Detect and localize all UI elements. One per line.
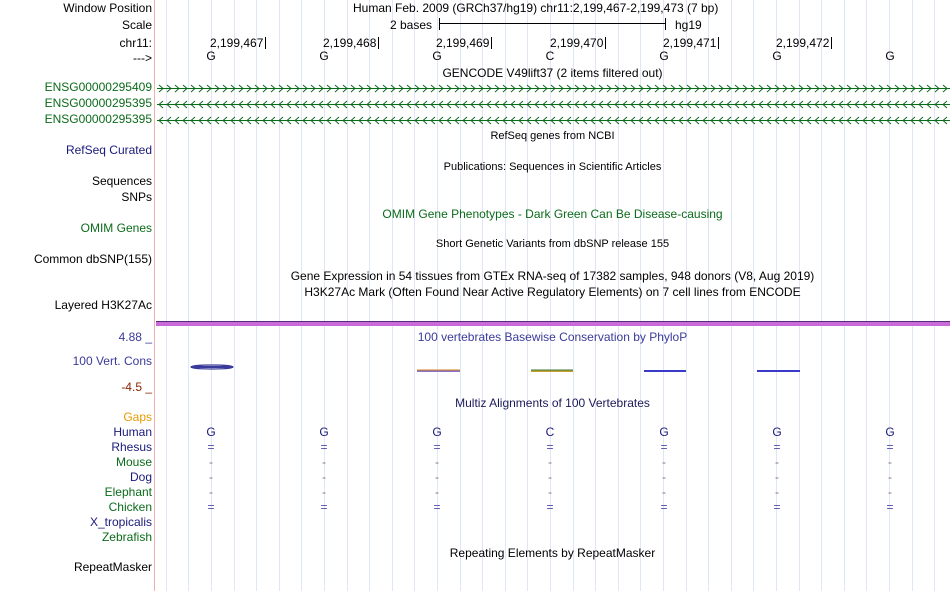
alignment-base: = bbox=[320, 440, 328, 454]
species-label[interactable]: Elephant bbox=[104, 485, 152, 499]
species-label[interactable]: Chicken bbox=[108, 500, 152, 514]
gencode-track-title[interactable]: GENCODE V49lift37 (2 items filtered out) bbox=[442, 66, 663, 80]
alignment-base: G bbox=[772, 425, 782, 439]
ruler-tick-mark bbox=[605, 37, 606, 49]
alignment-base: - bbox=[662, 470, 666, 484]
alignment-base: = bbox=[886, 500, 894, 514]
refseq-track-title[interactable]: RefSeq genes from NCBI bbox=[490, 130, 615, 142]
alignment-base: = bbox=[207, 440, 215, 454]
gencode-transcript-reverse[interactable] bbox=[157, 116, 950, 125]
dbsnp-track-title[interactable]: Short Genetic Variants from dbSNP release 155 bbox=[435, 238, 670, 250]
h3k27ac-label[interactable]: Layered H3K27Ac bbox=[54, 298, 152, 312]
scale-bar bbox=[439, 23, 665, 24]
omim-label[interactable]: OMIM Genes bbox=[80, 221, 152, 235]
alignment-base: = bbox=[660, 440, 668, 454]
cons-track-label[interactable]: 100 Vert. Cons bbox=[72, 354, 152, 368]
base-letter: G bbox=[659, 49, 669, 63]
phylop-signal-graph[interactable] bbox=[155, 355, 950, 385]
alignment-base: - bbox=[209, 485, 213, 499]
alignment-base: = bbox=[886, 440, 894, 454]
alignment-base: - bbox=[548, 485, 552, 499]
gaps-label[interactable]: Gaps bbox=[123, 410, 152, 424]
ruler-tick-label: 2,199,472 bbox=[776, 36, 830, 50]
chrom-label[interactable]: chr11: bbox=[119, 36, 152, 50]
scale-label[interactable]: Scale bbox=[121, 18, 152, 32]
base-letter: G bbox=[432, 49, 442, 63]
ruler-tick-mark bbox=[491, 37, 492, 49]
species-label[interactable]: Rhesus bbox=[111, 440, 152, 454]
alignment-base: G bbox=[432, 425, 442, 439]
refseq-label[interactable]: RefSeq Curated bbox=[65, 143, 152, 157]
alignment-base: = bbox=[773, 500, 781, 514]
alignment-base: - bbox=[209, 470, 213, 484]
base-letter: G bbox=[772, 49, 782, 63]
multiz-track-title[interactable]: Multiz Alignments of 100 Vertebrates bbox=[455, 396, 650, 410]
transcript-forward-arrows bbox=[157, 84, 950, 93]
species-label[interactable]: X_tropicalis bbox=[89, 515, 152, 529]
sequences-label[interactable]: Sequences bbox=[91, 174, 152, 188]
alignment-base: G bbox=[206, 425, 216, 439]
omim-track-title[interactable]: OMIM Gene Phenotypes - Dark Green Can Be Disease-causing bbox=[382, 207, 723, 221]
cons-min-label: -4.5 _ bbox=[121, 380, 152, 394]
transcript-reverse-arrows bbox=[157, 116, 950, 125]
gtex-track-title[interactable]: Gene Expression in 54 tissues from GTEx RNA-seq of 17382 samples, 948 donors (V8, Aug 2019) bbox=[290, 269, 815, 283]
alignment-base: - bbox=[888, 485, 892, 499]
ruler-tick bbox=[210, 36, 266, 50]
gencode-transcript-reverse[interactable] bbox=[157, 100, 950, 109]
ruler-tick-mark bbox=[378, 37, 379, 49]
alignment-base: - bbox=[322, 470, 326, 484]
alignment-base: = bbox=[320, 500, 328, 514]
alignment-base: - bbox=[548, 470, 552, 484]
strand-label[interactable]: ---> bbox=[133, 51, 152, 65]
scale-text: 2 bases bbox=[390, 18, 433, 32]
ruler-tick-label: 2,199,469 bbox=[436, 36, 490, 50]
gencode-transcript-forward[interactable] bbox=[157, 84, 950, 93]
gencode-item-label[interactable]: ENSG00000295395 bbox=[44, 96, 152, 110]
window-position-text: Human Feb. 2009 (GRCh37/hg19) chr11:2,199,467-2,199,473 (7 bp) bbox=[353, 1, 719, 15]
alignment-base: = bbox=[207, 500, 215, 514]
alignment-base: = bbox=[773, 440, 781, 454]
h3k27ac-track-title[interactable]: H3K27Ac Mark (Often Found Near Active Regulatory Elements) on 7 cell lines from ENCODE bbox=[304, 285, 801, 299]
scale-bar-start bbox=[439, 18, 440, 30]
ruler-tick-label: 2,199,470 bbox=[550, 36, 604, 50]
alignment-base: G bbox=[659, 425, 669, 439]
alignment-base: - bbox=[435, 470, 439, 484]
alignment-base: = bbox=[546, 440, 554, 454]
alignment-base: G bbox=[885, 425, 895, 439]
ruler-tick-label: 2,199,471 bbox=[663, 36, 717, 50]
alignment-base: - bbox=[775, 455, 779, 469]
species-label[interactable]: Dog bbox=[129, 470, 152, 484]
ruler-tick bbox=[436, 36, 492, 50]
ruler-tick bbox=[323, 36, 379, 50]
ruler-tick-mark bbox=[831, 37, 832, 49]
alignment-base: - bbox=[888, 470, 892, 484]
alignment-base: - bbox=[548, 455, 552, 469]
scale-bar-end bbox=[665, 18, 666, 30]
alignment-base: - bbox=[435, 455, 439, 469]
base-letter: G bbox=[885, 49, 895, 63]
ruler-tick-label: 2,199,468 bbox=[323, 36, 377, 50]
scale-assembly: hg19 bbox=[675, 18, 702, 32]
alignment-base: - bbox=[775, 470, 779, 484]
alignment-base: - bbox=[662, 455, 666, 469]
alignment-base: - bbox=[662, 485, 666, 499]
repeatmasker-label[interactable]: RepeatMasker bbox=[73, 560, 152, 574]
track-label-sidebar bbox=[0, 0, 154, 591]
base-letter: G bbox=[319, 49, 329, 63]
alignment-base: - bbox=[888, 455, 892, 469]
phylop-track-title[interactable]: 100 vertebrates Basewise Conservation by PhyloP bbox=[417, 330, 688, 344]
window-position-label[interactable]: Window Position bbox=[63, 1, 152, 15]
alignment-base: - bbox=[322, 455, 326, 469]
ruler-tick bbox=[550, 36, 606, 50]
snps-label[interactable]: SNPs bbox=[121, 190, 152, 204]
ruler-tick-mark bbox=[718, 37, 719, 49]
alignment-base: = bbox=[433, 500, 441, 514]
gencode-item-label[interactable]: ENSG00000295395 bbox=[44, 112, 152, 126]
base-letter: C bbox=[545, 49, 555, 63]
transcript-reverse-arrows bbox=[157, 100, 950, 109]
alignment-base: - bbox=[209, 455, 213, 469]
alignment-base: = bbox=[433, 440, 441, 454]
alignment-base: - bbox=[322, 485, 326, 499]
publications-track-title[interactable]: Publications: Sequences in Scientific Articles bbox=[443, 161, 662, 173]
alignment-base: = bbox=[546, 500, 554, 514]
species-label[interactable]: Zebrafish bbox=[101, 530, 152, 544]
repeatmasker-track-title[interactable]: Repeating Elements by RepeatMasker bbox=[449, 546, 656, 560]
alignment-base: - bbox=[775, 485, 779, 499]
ruler-tick-mark bbox=[265, 37, 266, 49]
alignment-base: G bbox=[319, 425, 329, 439]
alignment-base: C bbox=[545, 425, 555, 439]
alignment-base: - bbox=[435, 485, 439, 499]
h3k27ac-signal-outline bbox=[156, 321, 950, 322]
cons-max-label: 4.88 _ bbox=[118, 330, 152, 344]
ruler-tick bbox=[776, 36, 832, 50]
alignment-base: = bbox=[660, 500, 668, 514]
gencode-item-label[interactable]: ENSG00000295409 bbox=[44, 80, 152, 94]
ruler-tick bbox=[663, 36, 719, 50]
dbsnp-label[interactable]: Common dbSNP(155) bbox=[33, 252, 152, 266]
base-letter: G bbox=[206, 49, 216, 63]
species-label[interactable]: Human bbox=[113, 425, 152, 439]
species-label[interactable]: Mouse bbox=[115, 455, 152, 469]
ruler-tick-label: 2,199,467 bbox=[210, 36, 264, 50]
